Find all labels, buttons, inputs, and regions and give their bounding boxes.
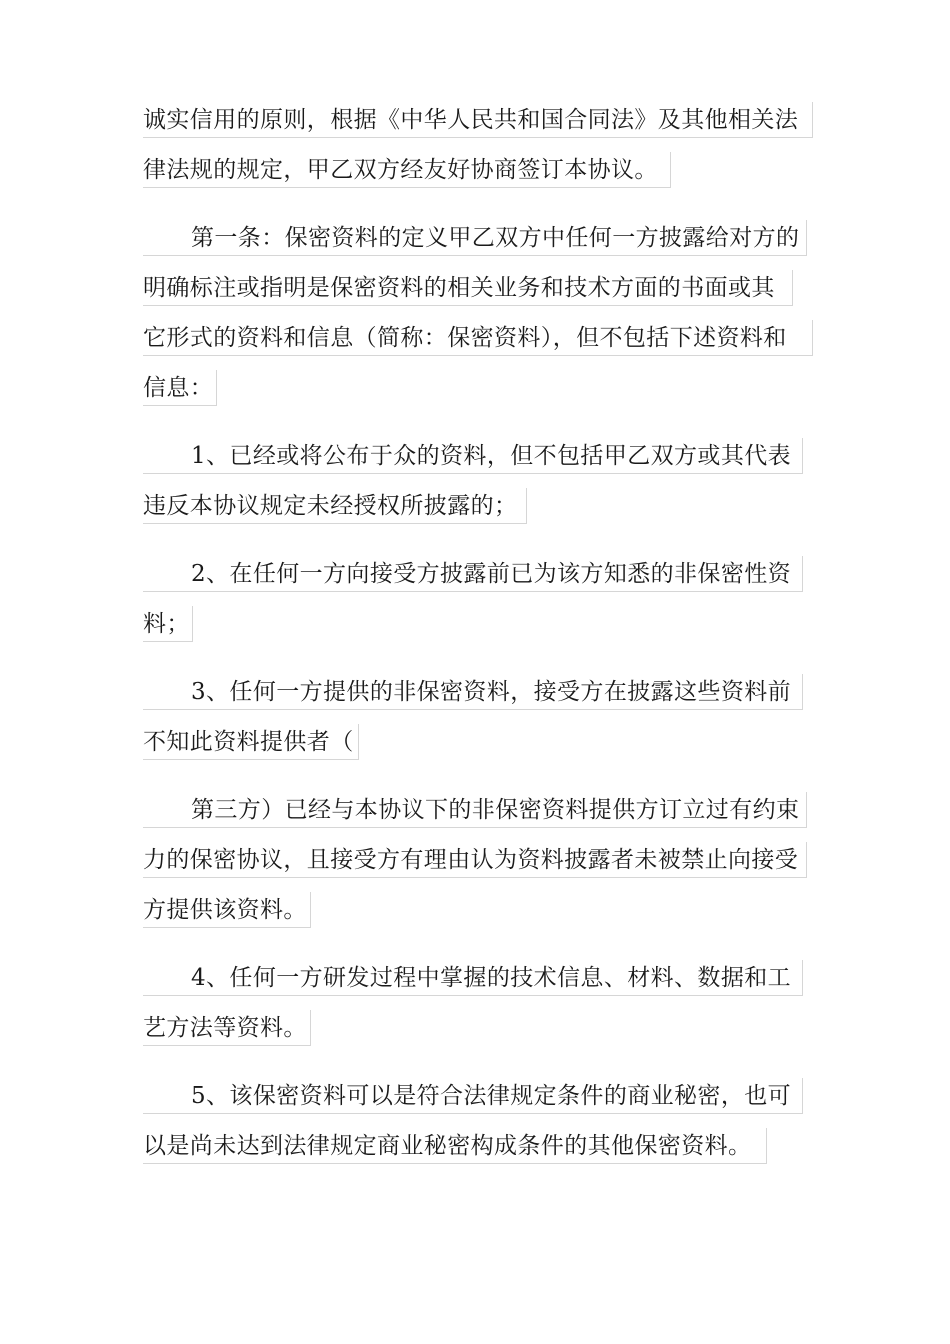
text-line: 2、在任何一方向接受方披露前已为该方知悉的非保密性资 [143, 556, 803, 592]
text-line: 3、任何一方提供的非保密资料，接受方在披露这些资料前 [143, 674, 803, 710]
text-line: 信息： [143, 370, 217, 406]
text-line: 明确标注或指明是保密资料的相关业务和技术方面的书面或其 [143, 270, 793, 306]
text-line: 不知此资料提供者（ [143, 724, 359, 760]
text-line: 艺方法等资料。 [143, 1010, 311, 1046]
text-line: 第一条：保密资料的定义甲乙双方中任何一方披露给对方的 [143, 220, 807, 256]
text-line: 违反本协议规定未经授权所披露的； [143, 488, 527, 524]
text-line: 诚实信用的原则，根据《中华人民共和国合同法》及其他相关法 [143, 102, 813, 138]
text-line: 它形式的资料和信息（简称：保密资料），但不包括下述资料和 [143, 320, 813, 356]
text-line: 5、该保密资料可以是符合法律规定条件的商业秘密，也可 [143, 1078, 803, 1114]
text-line: 第三方）已经与本协议下的非保密资料提供方订立过有约束 [143, 792, 807, 828]
text-line: 律法规的规定，甲乙双方经友好协商签订本协议。 [143, 152, 671, 188]
text-line: 力的保密协议，且接受方有理由认为资料披露者未被禁止向接受 [143, 842, 807, 878]
text-line: 料； [143, 606, 193, 642]
text-line: 1、已经或将公布于众的资料，但不包括甲乙双方或其代表 [143, 438, 803, 474]
text-line: 4、任何一方研发过程中掌握的技术信息、材料、数据和工 [143, 960, 803, 996]
text-line: 以是尚未达到法律规定商业秘密构成条件的其他保密资料。 [143, 1128, 767, 1164]
text-line: 方提供该资料。 [143, 892, 311, 928]
